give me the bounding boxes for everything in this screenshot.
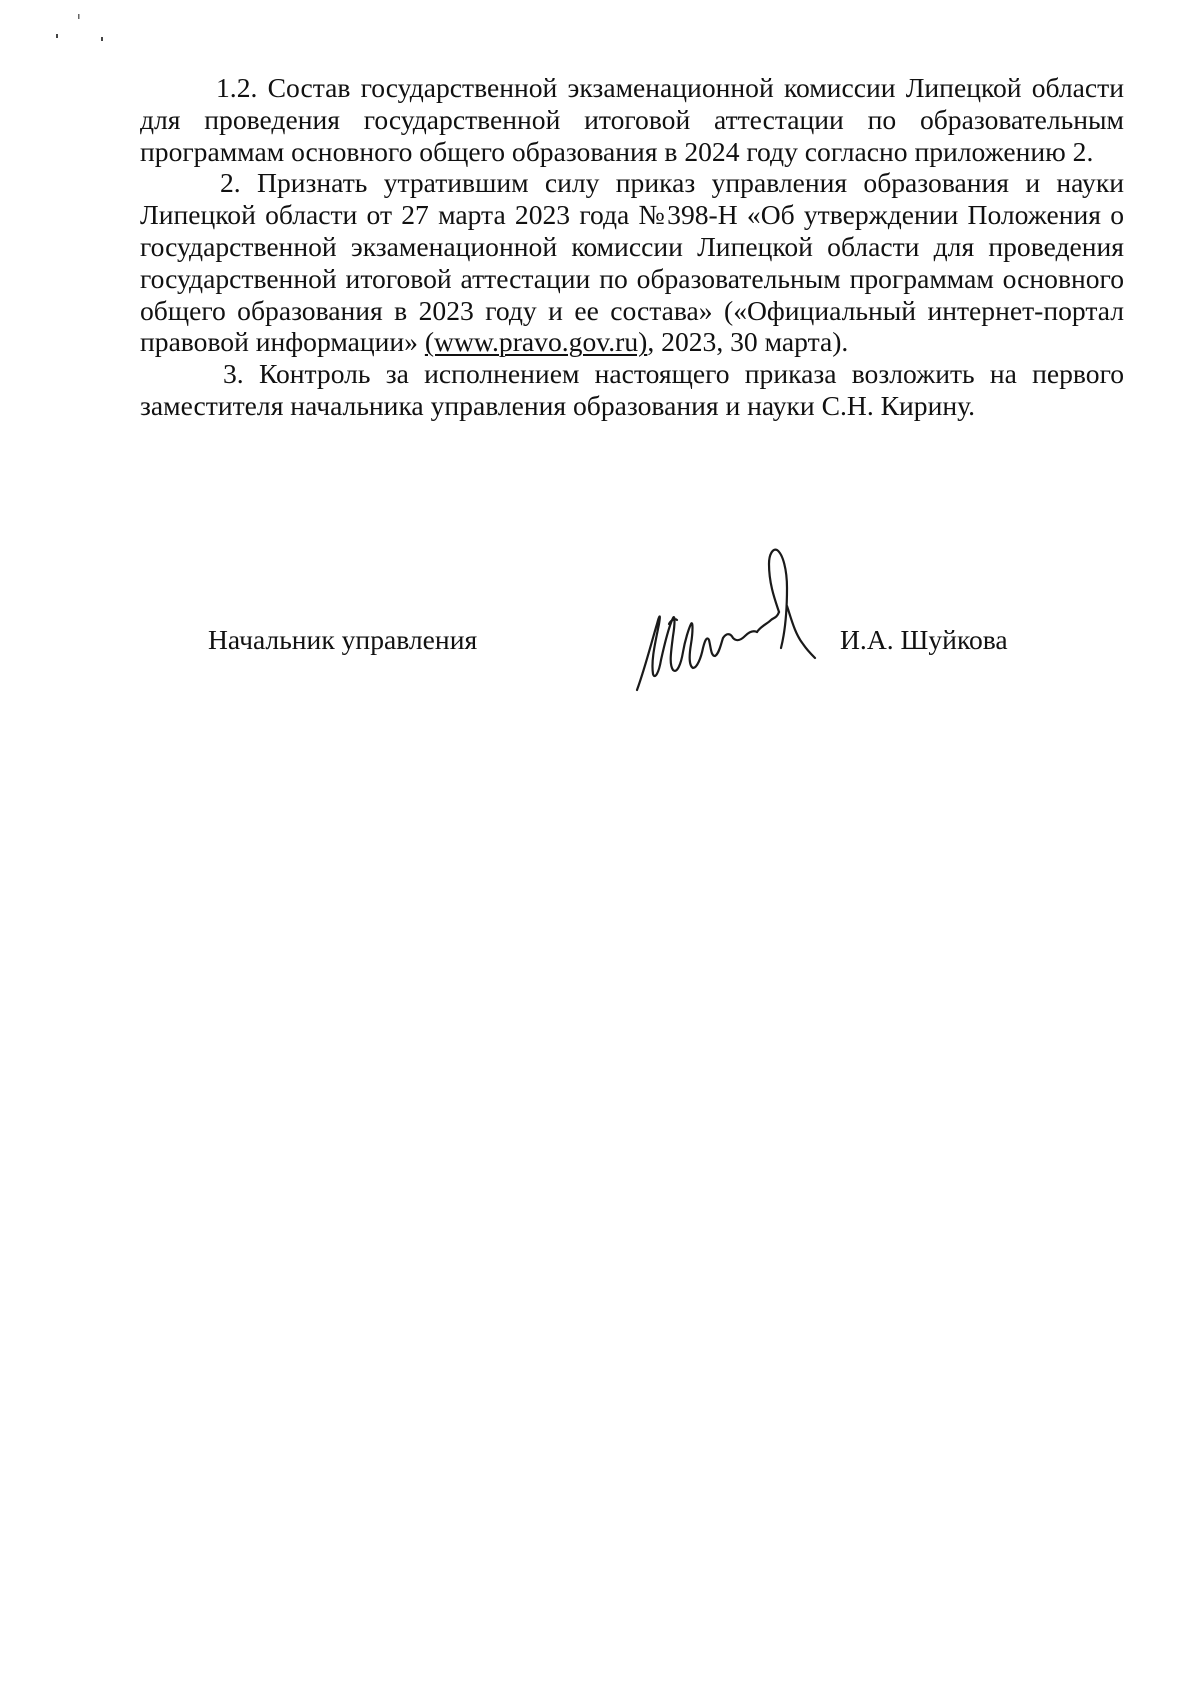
signature-block [0,540,1200,700]
paragraph-3 [140,358,1124,422]
paragraph-text-tail: , 2023, 30 марта). [647,326,849,358]
signer-name: И.А. Шуйкова [840,624,1008,655]
pravo-link[interactable]: (www.pravo.gov.ru) [424,326,648,358]
paragraph-1-2 [140,72,1124,167]
position-title: Начальник управления [208,624,478,655]
paragraph-text: 2. Признать утратившим силу приказ управления образования и науки Липецкой области от 27 марта 2023 года №398-Н «Об утверждении Положения о государственной экзаменационной комиссии Липецкой области для проведения государственной итоговой аттестации по образовательным программам основного общего образования в 2023 году и ее состава» («Официальный интернет-портал правовой информации» [140,167,1124,358]
handwritten-signature [615,540,820,695]
scan-artifacts [40,10,130,50]
document-body [140,72,1124,422]
paragraph-2 [140,167,1124,358]
paragraph-text: 1.2. Состав государственной экзаменационной комиссии Липецкой области для проведения государственной итоговой аттестации по образовательным программам основного общего образования в 2024 году согласно приложению 2. [140,72,1124,167]
paragraph-text: 3. Контроль за исполнением настоящего приказа возложить на первого заместителя начальника управления образования и науки С.Н. Кирину. [140,358,1124,421]
